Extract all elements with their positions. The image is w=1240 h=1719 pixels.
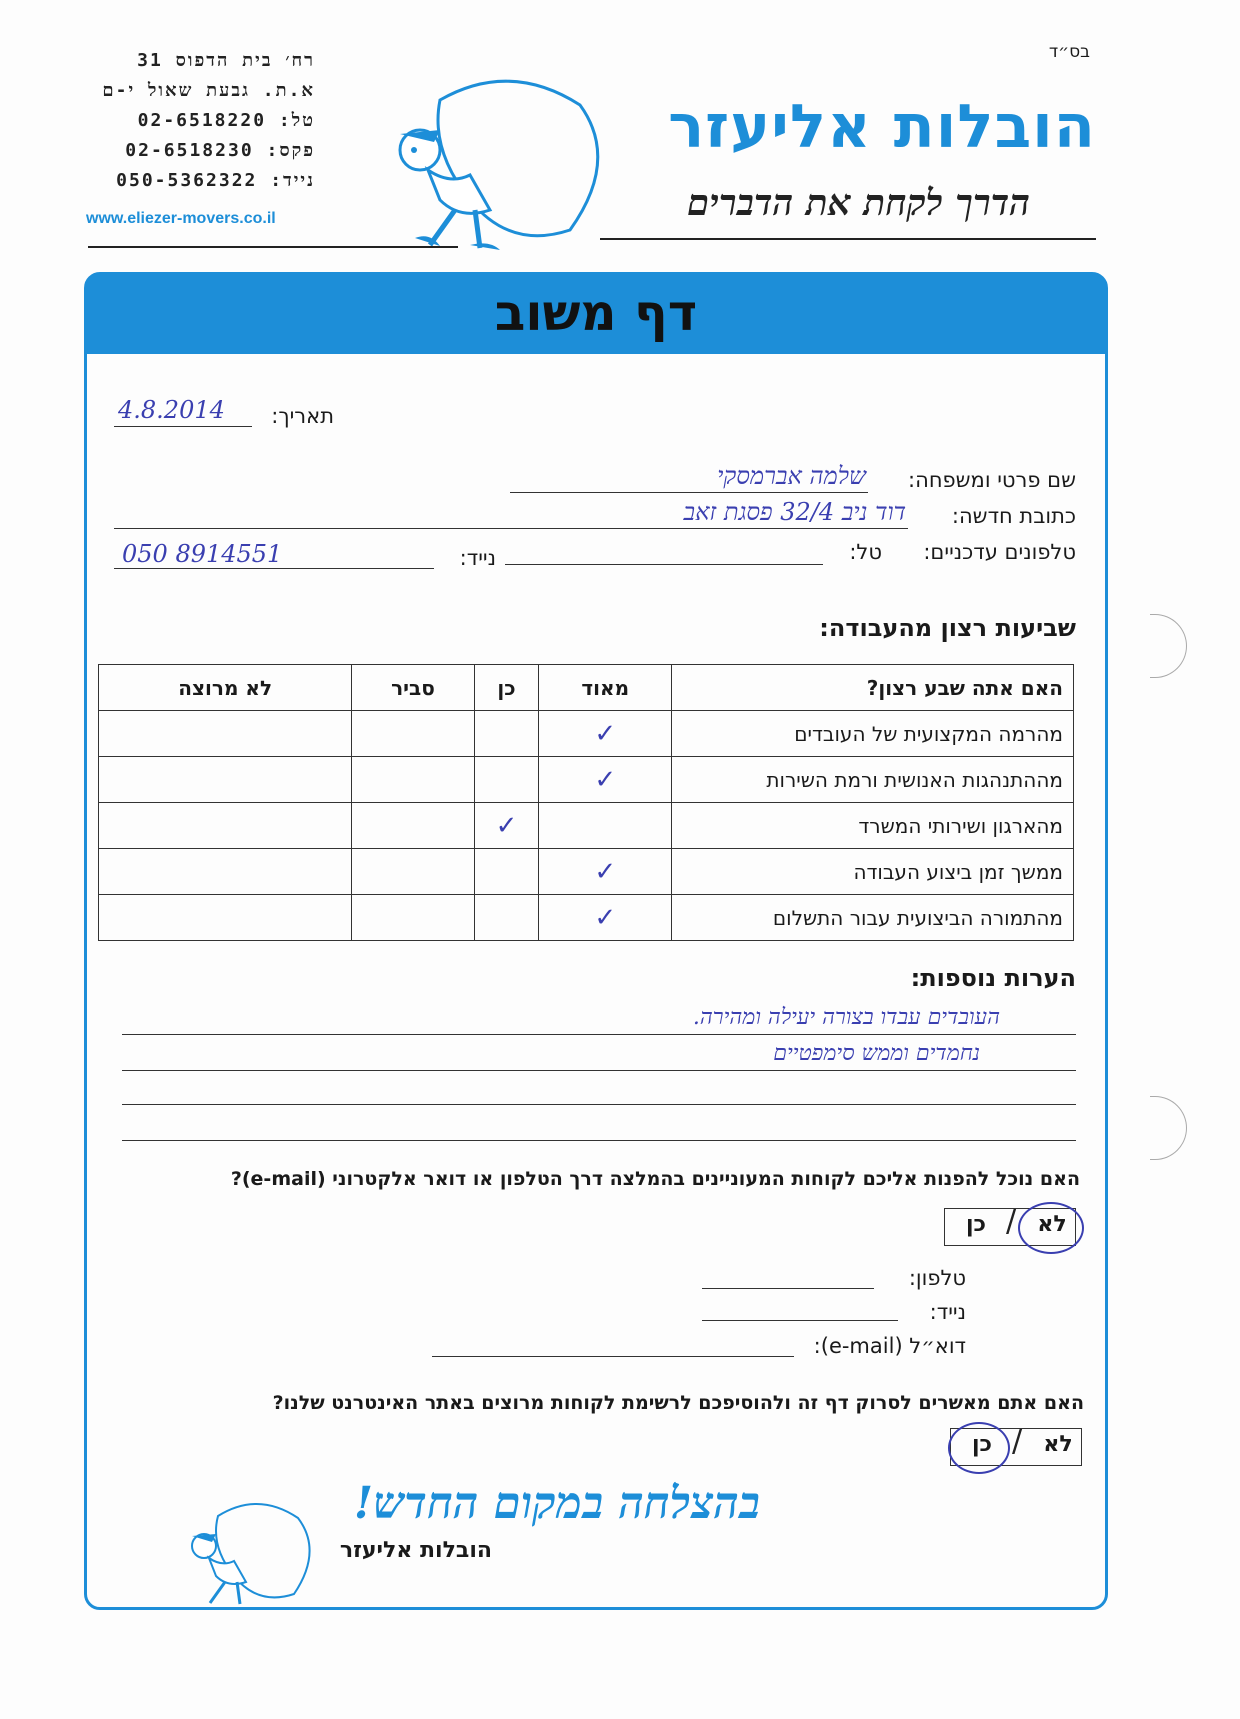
table-row [99, 849, 1074, 895]
referral-email-line[interactable] [432, 1356, 794, 1357]
rating-cell[interactable] [539, 757, 672, 803]
row-question: ממשך זמן ביצוע העבודה [672, 849, 1074, 895]
table-row [99, 895, 1074, 941]
closing-signature: הובלות אליעזר [339, 1538, 492, 1563]
closing-wish: בהצלחה במקום החדש! [353, 1478, 760, 1529]
rating-cell[interactable] [539, 803, 672, 849]
referral-phone-label: טלפון: [908, 1266, 966, 1290]
satisfaction-table [98, 664, 1074, 941]
notes-rule-4 [122, 1140, 1076, 1141]
rating-cell[interactable] [99, 711, 352, 757]
rating-cell[interactable] [474, 803, 539, 849]
check-mark-icon: ✓ [495, 810, 518, 841]
mobile-value[interactable]: 050 8914551 [122, 540, 283, 568]
company-slogan: הדרך לקחת את הדברים [686, 182, 1030, 224]
contact-rule [88, 246, 458, 248]
row-question: מהתמורה הביצועית עבור התשלום [672, 895, 1074, 941]
notes-rule-3 [122, 1104, 1076, 1105]
rating-cell[interactable] [352, 849, 474, 895]
referral-no-circle [1018, 1202, 1084, 1254]
mover-mascot-small-icon [168, 1486, 318, 1606]
phone-line[interactable] [505, 564, 823, 565]
punch-hole-bottom [1150, 1096, 1187, 1160]
rating-cell[interactable] [474, 849, 539, 895]
rating-cell[interactable] [352, 757, 474, 803]
satisfaction-heading: שביעות רצון מהעבודה: [819, 614, 1076, 642]
address-line-1: רח׳ בית הדפוס 31 [137, 50, 315, 71]
rating-cell[interactable] [99, 757, 352, 803]
table-row [99, 803, 1074, 849]
publish-divider: / [1012, 1424, 1023, 1459]
address-line [114, 528, 908, 529]
referral-divider: / [1006, 1204, 1017, 1239]
column-yes: כן [474, 665, 539, 711]
publish-yes[interactable]: כן [971, 1432, 992, 1457]
table-header-row [99, 665, 1074, 711]
check-mark-icon: ✓ [594, 718, 617, 749]
rating-cell[interactable] [352, 803, 474, 849]
column-reasonable: סביר [352, 665, 474, 711]
name-value[interactable]: שלמה אברמסקי [717, 462, 866, 490]
mobile-label: נייד: [459, 546, 496, 570]
mobile-line [114, 568, 434, 569]
notes-heading: הערות נוספות: [910, 964, 1076, 992]
rating-cell[interactable] [99, 895, 352, 941]
rating-cell[interactable] [99, 849, 352, 895]
mover-mascot-icon [360, 50, 610, 250]
date-line [114, 426, 252, 427]
column-not-satisfied: לא מרוצה [99, 665, 352, 711]
referral-question: האם נוכל להפנות אליכם לקוחות המעוניינים בהמלצה דרך הטלפון או דואר אלקטרוני (e-mail)? [230, 1168, 1080, 1190]
phone-label: טל: [849, 540, 882, 564]
table-row [99, 711, 1074, 757]
table-row [99, 757, 1074, 803]
phone-line: טל: 02-6518220 [137, 110, 315, 131]
rating-cell[interactable] [99, 803, 352, 849]
rating-cell[interactable] [539, 711, 672, 757]
name-line [510, 492, 868, 493]
notes-line-2[interactable]: נחמדים וממש סימפטיים [773, 1041, 980, 1066]
company-name: הובלות אליעזר [668, 92, 1096, 162]
notes-rule-2 [122, 1070, 1076, 1071]
rating-cell[interactable] [474, 895, 539, 941]
referral-no[interactable]: לא [1037, 1212, 1067, 1237]
check-mark-icon: ✓ [594, 856, 617, 887]
rating-cell[interactable] [474, 711, 539, 757]
rating-cell[interactable] [474, 757, 539, 803]
address-line-2: א.ת. גבעת שאול י-ם [102, 80, 315, 101]
punch-hole-top [1150, 614, 1187, 678]
row-question: מהארגון ושירותי המשרד [672, 803, 1074, 849]
row-question: מההתנהגות האנושית ורמת השירות [672, 757, 1074, 803]
rating-cell[interactable] [352, 711, 474, 757]
rating-cell[interactable] [539, 895, 672, 941]
column-very: מאוד [539, 665, 672, 711]
date-label: תאריך: [271, 404, 334, 428]
form-title: דף משוב [494, 284, 698, 342]
publish-yes-circle [948, 1422, 1010, 1474]
referral-yes[interactable]: כן [965, 1212, 986, 1237]
rating-cell[interactable] [352, 895, 474, 941]
address-value[interactable]: דוד ניב 32/4 פסגת זאב [683, 498, 906, 526]
check-mark-icon: ✓ [594, 764, 617, 795]
publish-no[interactable]: לא [1043, 1432, 1073, 1457]
fax-line: פקס: 02-6518230 [125, 140, 315, 161]
mobile-line: נייד: 050-5362322 [116, 170, 315, 191]
referral-mobile-line[interactable] [702, 1320, 898, 1321]
bsd-mark: בס״ד [1048, 42, 1090, 62]
publish-question: האם אתם מאשרים לסרוק דף זה ולהוסיפכם לרשימת לקוחות מרוצים באתר האינטרנט שלנו? [272, 1392, 1084, 1414]
website-link[interactable]: www.eliezer-movers.co.il [86, 210, 276, 227]
notes-rule-1 [122, 1034, 1076, 1035]
notes-line-1[interactable]: העובדים עבדו בצורה יעילה ומהירה. [692, 1005, 1000, 1030]
referral-email-label: דוא״ל (e-mail): [813, 1334, 966, 1358]
name-label: שם פרטי ומשפחה: [908, 468, 1076, 492]
referral-phone-line[interactable] [702, 1288, 874, 1289]
date-value[interactable]: 4.8.2014 [118, 396, 225, 424]
check-mark-icon: ✓ [594, 902, 617, 933]
header-rule [600, 238, 1096, 240]
address-label: כתובת חדשה: [951, 504, 1076, 528]
column-question: האם אתה שבע רצון? [672, 665, 1074, 711]
row-question: מהרמה המקצועית של העובדים [672, 711, 1074, 757]
rating-cell[interactable] [539, 849, 672, 895]
referral-mobile-label: נייד: [929, 1300, 966, 1324]
phones-label: טלפונים עדכניים: [923, 540, 1076, 564]
